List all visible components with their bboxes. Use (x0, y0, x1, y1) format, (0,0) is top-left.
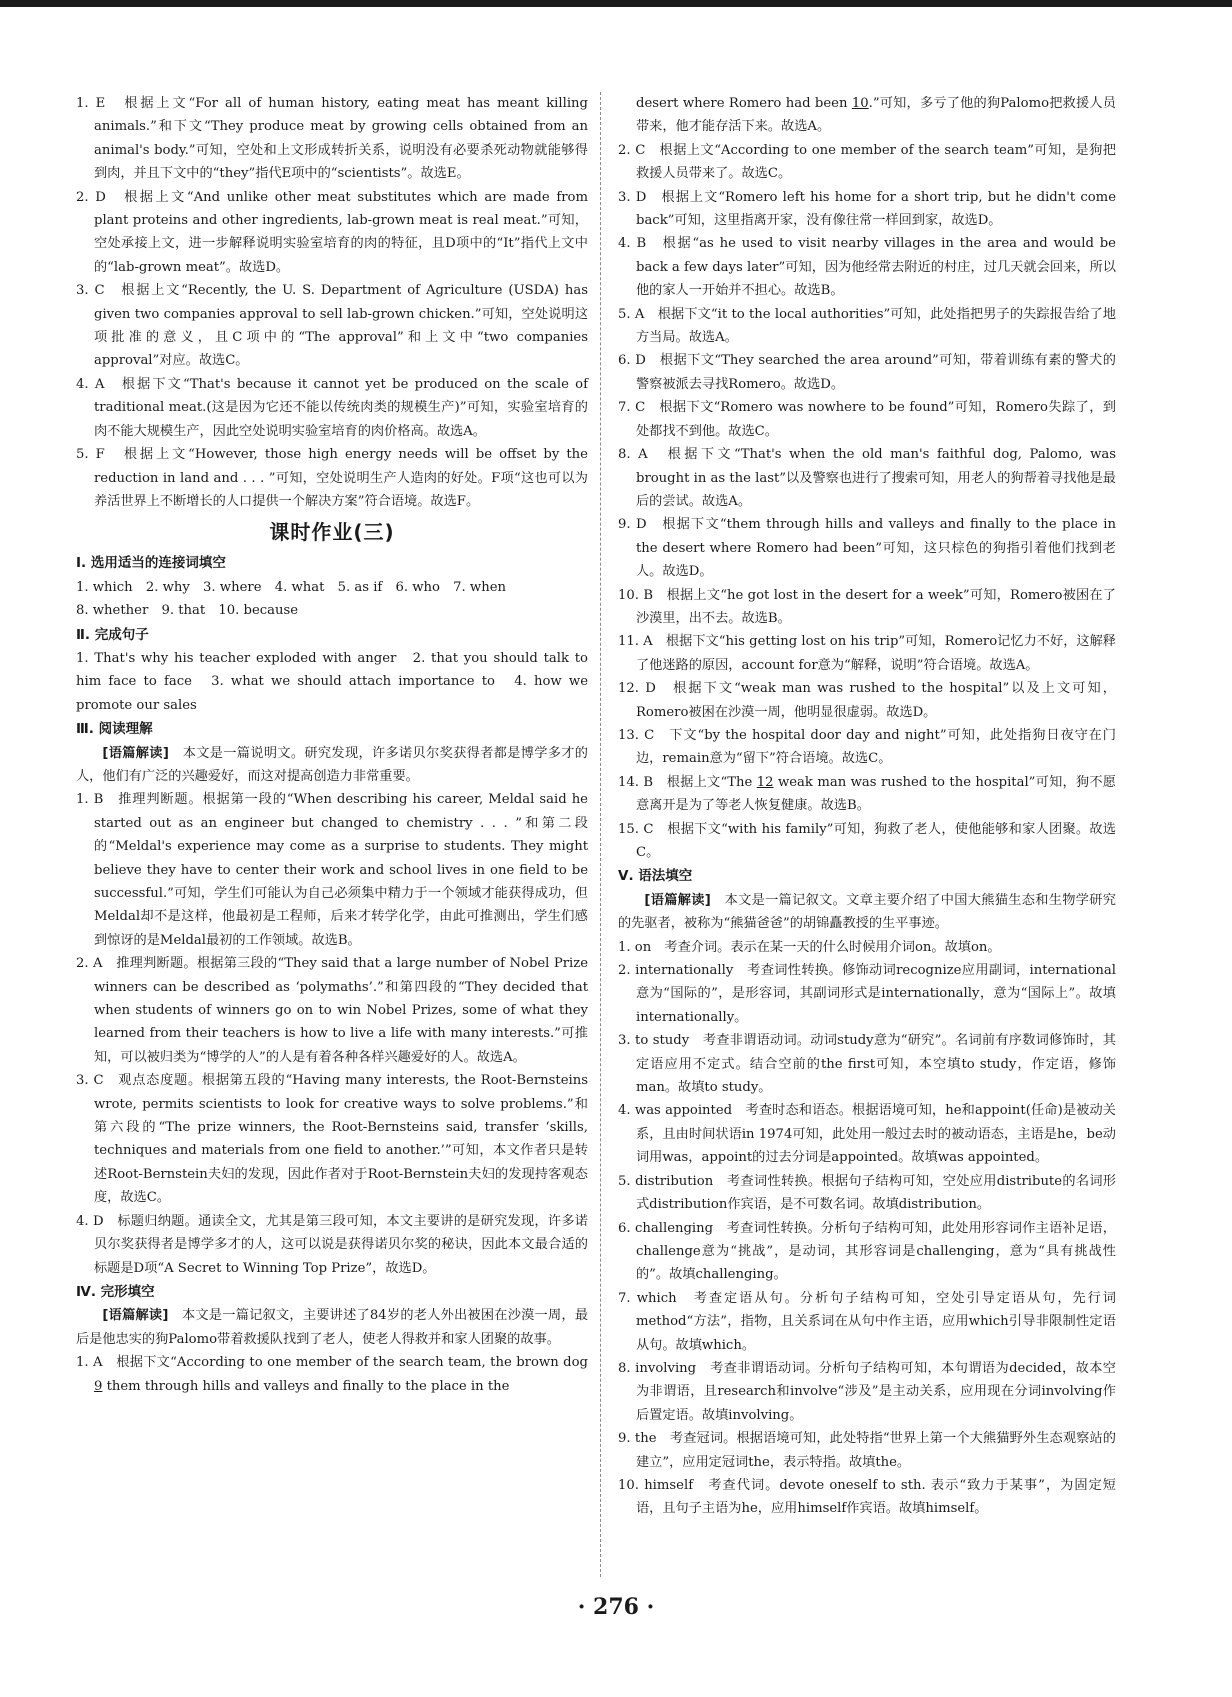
blank-number: 9 (94, 1378, 103, 1394)
answer-item: 10. himself 考查代词。devote oneself to sth. 表示“致力于某事”，为固定短语，且句子主语为he，应用himself作宾语。故填himself。 (618, 1477, 1116, 1517)
answer-text: weak man was rushed to the hospital”可知，狗不愿意离开是为了等老人恢复健康。故选B。 (636, 774, 1116, 814)
answer-item: 6. challenging 考查词性转换。分析句子结构可知，此处用形容词作主语补足语，challenge意为“挑战”，是动词，其形容词是challenging，意为“具有挑战性的”。故填challenging。 (618, 1220, 1116, 1283)
left-column (76, 92, 588, 1398)
homework-title: 课时作业(三) (269, 520, 395, 545)
passage-analysis (76, 1304, 588, 1351)
answer-item: 1. on 考查介词。表示在某一天的什么时候用介词on。故填on。 (618, 939, 1001, 955)
answer-item (76, 1351, 588, 1398)
answer-item: 1. B 推理判断题。根据第一段的“When describing his career, Meldal said he started out as an engineer but changed to chemistry . . . ”和第二段的“Meldal's experience may come as a surprise to students. They might believe they have to center their work and school lives in one field to be successful.”可知，学生们可能认为自己必须集中精力于一个领域才能获得成功，但Meldal却不是这样，他最初是工程师，后来才转学化学，由此可推测出，学生们感到惊讶的是Meldal最初的工作领域。故选B。 (76, 792, 588, 948)
section-heading: Ⅴ. 语法填空 (618, 868, 693, 885)
answer-item: 12. D 根据下文“weak man was rushed to the hospital”以及上文可知，Romero被困在沙漠一周，他明显很虚弱。故选D。 (618, 681, 1116, 720)
answer-item: 2. A 推理判断题。根据第三段的“They said that a large number of Nobel Prize winners can be described as ‘polymaths’.”和第四段的“They decided that when students of winners go on to win Nobel Prizes, some of what they learned from their teachers is how to live a life with many interests.”可推知，可以被归类为“博学的人”的人是有着各种各样兴趣爱好的人。故选A。 (76, 956, 588, 1065)
answer-item: 1. E 根据上文“For all of human history, eating meat has meant killing animals.”和下文“They produce meat by growing cells obtained from an animal's body.”可知，空处和上文形成转折关系，说明没有必要杀死动物就能够得到肉，并且下文中的“they”指代E项中的“scientists”。故选E。 (76, 96, 588, 182)
passage-analysis (618, 889, 1116, 936)
blank-number: 10 (851, 96, 869, 111)
analysis-tag: [语篇解读] (102, 1308, 169, 1324)
answer-item: 7. which 考查定语从句。分析句子结构可知，空处引导定语从句，先行词method“方法”，指物，且关系词在从句中作主语，应用which引导非限制性定语从句。故填which。 (618, 1290, 1116, 1353)
answer-item: 3. D 根据上文“Romero left his home for a short trip, but he didn't come back”可知，这里指离开家，没有像往常一样回到家，故选D。 (618, 189, 1116, 229)
scan-top-edge (0, 0, 1232, 7)
answer-item: 7. C 根据下文“Romero was nowhere to be found”可知，Romero失踪了，到处都找不到他。故选C。 (618, 400, 1116, 439)
answer-item: 11. A 根据下文“his getting lost on his trip”可知，Romero记忆力不好，这解释了他迷路的原因，account for意为“解释，说明”符合语境。故选A。 (618, 634, 1116, 673)
answer-item: 2. C 根据上文“According to one member of the search team”可知，是狗把救援人员带来了。故选C。 (618, 142, 1116, 182)
passage-analysis (76, 742, 588, 789)
answer-text: .”可知，多亏了他的狗Palomo把救援人员带来，他才能存活下来。故选A。 (636, 96, 1116, 135)
answer-item: 4. A 根据下文“That's because it cannot yet be produced on the scale of traditional meat.(这是因为它还不能以传统肉类的规模生产)”可知，实验室培育的肉不能大规模生产，因此空处说明实验室培育的肉价格高。故选A。 (76, 376, 588, 439)
conjunction-answers-line: 8. whether 9. that 10. because (76, 603, 299, 619)
answer-item: 8. involving 考查非谓语动词。分析句子结构可知，本句谓语为decided，故本空为非谓语，且research和involve“涉及”是主动关系，应用现在分词involving作后置定语。故填involving。 (618, 1360, 1116, 1423)
answer-text: 1. A 根据下文“According to one member of the search team, the brown dog (76, 1355, 588, 1371)
answer-item: 6. D 根据下文“They searched the area around”可知，带着训练有素的警犬的警察被派去寻找Romero。故选D。 (618, 353, 1116, 392)
conjunction-answers-line: 1. which 2. why 3. where 4. what 5. as if 6. who 7. when (76, 579, 507, 595)
right-column (618, 92, 1116, 1521)
answer-item: 2. D 根据上文“And unlike other meat substitutes which are made from plant proteins and other ingredients, lab-grown meat is real meat.”可知，空处承接上文，进一步解释说明实验室培育的肉的特征，且D项中的“It”指代上文中的“lab-grown meat”。故选D。 (76, 189, 588, 275)
page-number: · 276 · (577, 1594, 655, 1620)
section-heading: Ⅱ. 完成句子 (76, 626, 149, 643)
analysis-text: 本文是一篇说明文。研究发现，许多诺贝尔奖获得者都是博学多才的人，他们有广泛的兴趣爱好，而这对提高创造力非常重要。 (76, 745, 588, 784)
answer-text: them through hills and valleys and finally to the place in the (102, 1378, 510, 1394)
answer-item: 9. the 考查冠词。根据语境可知，此处特指“世界上第一个大熊猫野外生态观察站的建立”，应用定冠词the，表示特指。故填the。 (618, 1431, 1116, 1470)
analysis-text: 本文是一篇记叙文。文章主要介绍了中国大熊猫生态和生物学研究的先驱者，被称为“熊猫爸爸”的胡锦矗教授的生平事迹。 (618, 892, 1116, 932)
answer-item: 3. C 根据上文“Recently, the U. S. Department of Agriculture (USDA) has given two companies approval to sell lab-grown chicken.”可知，空处说明这项批准的意义，且C项中的“The approval”和上文中“two companies approval”对应。故选C。 (76, 283, 588, 369)
answer-continuation (618, 92, 1116, 139)
answer-item: 8. A 根据下文“That's when the old man's faithful dog, Palomo, was brought in as the last”以及警察也进行了搜索可知，用老人的狗帮着寻找他是最后的尝试。故选A。 (618, 447, 1116, 509)
blank-number: 12 (756, 774, 774, 790)
answer-item: 15. C 根据下文“with his family”可知，狗救了老人，使他能够和家人团聚。故选C。 (618, 821, 1116, 860)
section-heading: Ⅲ. 阅读理解 (76, 721, 153, 738)
answer-text: 14. B 根据上文“The (618, 774, 757, 790)
section-heading: Ⅰ. 选用适当的连接词填空 (76, 555, 226, 572)
answer-text: desert where Romero had been (636, 96, 852, 111)
answer-item: 5. A 根据下文“it to the local authorities”可知，此处指把男子的失踪报告给了地方当局。故选A。 (618, 306, 1116, 346)
answer-item: 5. F 根据上文“However, those high energy needs will be offset by the reduction in land and . . . ”可知，空处说明生产人造肉的好处。F项“这也可以为养活世界上不断增长的人口提供一个解决方案”符合语境。故选F。 (76, 447, 588, 509)
answer-item: 10. B 根据上文“he got lost in the desert for a week”可知，Romero被困在了沙漠里，出不去。故选B。 (618, 587, 1116, 626)
answer-item: 13. C 下文“by the hospital door day and night”可知，此处指狗日夜守在门边，remain意为“留下”符合语境。故选C。 (618, 727, 1116, 767)
answer-item: 3. to study 考查非谓语动词。动词study意为“研究”。名词前有序数词修饰时，其定语应用不定式。结合空前的the first可知，本空填to study，作定语，修饰man。故填to study。 (618, 1033, 1116, 1096)
sentence-completion-answers: 1. That's why his teacher exploded with anger 2. that you should talk to him face to face 3. what we should attach importance to 4. how we promote our sales (76, 650, 588, 713)
answer-item: 3. C 观点态度题。根据第五段的“Having many interests, the Root-Bernsteins wrote, permits scientists to look for creative ways to solve problems.”和第六段的“The prize winners, the Root-Bernsteins said, transfer ‘skills, techniques and materials from one field to another.’”可知，本文作者只是转述Root-Bernstein夫妇的发现，因此作者对于Root-Bernstein夫妇的发现持客观态度，故选C。 (76, 1073, 588, 1206)
analysis-tag: [语篇解读] (102, 745, 169, 761)
answer-item: 2. internationally 考查词性转换。修饰动词recognize应用副词，international意为“国际的”，是形容词，其副词形式是internationally，意为“国际上”。故填internationally。 (618, 963, 1116, 1025)
analysis-text: 本文是一篇记叙文，主要讲述了84岁的老人外出被困在沙漠一周，最后是他忠实的狗Palomo带着救援队找到了老人，使老人得救并和家人团聚的故事。 (76, 1308, 589, 1347)
answer-item: 5. distribution 考查词性转换。根据句子结构可知，空处应用distribute的名词形式distribution作宾语，是不可数名词。故填distribution。 (618, 1173, 1116, 1213)
analysis-tag: [语篇解读] (644, 892, 711, 908)
answer-item: 9. D 根据下文“them through hills and valleys and finally to the place in the desert where Romero had been”可知，这只棕色的狗指引着他们找到老人。故选D。 (618, 517, 1116, 580)
answer-item (618, 771, 1116, 818)
column-divider (600, 92, 601, 1577)
answer-item: 4. B 根据“as he used to visit nearby villages in the area and would be back a few days later”可知，因为他经常去附近的村庄，过几天就会回来，所以他的家人一开始并不担心。故选B。 (618, 236, 1116, 299)
answer-item: 4. was appointed 考查时态和语态。根据语境可知，he和appoint(任命)是被动关系，且由时间状语in 1974可知，此处用一般过去时的被动语态，主语是he，be动词用was，appoint的过去分词是appointed。故填was appointed。 (618, 1103, 1116, 1166)
answer-item: 4. D 标题归纳题。通读全文，尤其是第三段可知，本文主要讲的是研究发现，许多诺贝尔奖获得者是博学多才的人，这可以说是获得诺贝尔奖的秘诀，因此本文最合适的标题是D项“A Secret to Winning Top Prize”，故选D。 (76, 1213, 588, 1276)
section-heading: Ⅳ. 完形填空 (76, 1283, 155, 1300)
